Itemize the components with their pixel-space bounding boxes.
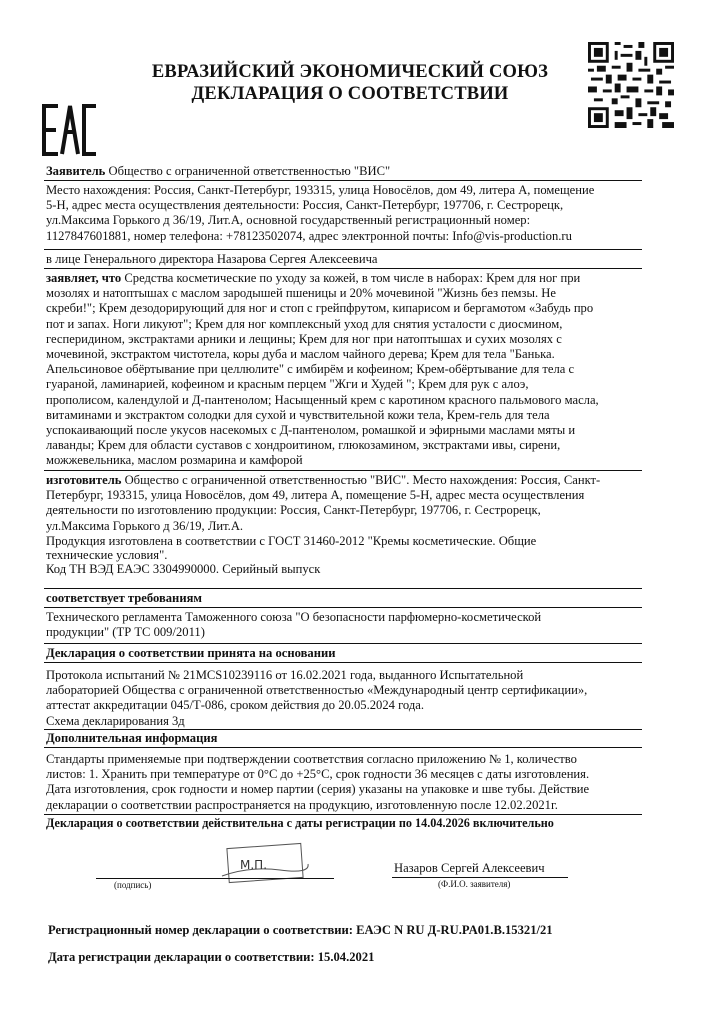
applicant-address [46, 183, 640, 244]
standard-text-line: технические условия". [46, 548, 168, 563]
divider [44, 268, 642, 269]
manufacturer-text-line: деятельности по изготовлению продукции: Россия, Санкт-Петербург, 197706, г. Сестрорецк, [46, 503, 541, 518]
applicant-address-line: Место нахождения: Россия, Санкт-Петербург, 193315, улица Новосёлов, дом 49, литера А, помещение [46, 183, 595, 197]
document-title-line1: ЕВРАЗИЙСКИЙ ЭКОНОМИЧЕСКИЙ СОЮЗ [151, 62, 549, 82]
declares-text-line: пот и запах. Ноги ликуют"; Крем для ног комплексный уход для снятия усталости с диосмином, [46, 316, 563, 331]
name-caption: (Ф.И.О. заявителя) [438, 879, 511, 889]
additional-info-line: Стандарты применяемые при подтверждении соответствия согласно приложению № 1, количество [46, 752, 577, 766]
declares-text-line: гуараной, ламинарией, кофеином и красным перцем "Жги и Худей "; Крем для рук с алоэ, [46, 377, 529, 392]
qr-code-icon [588, 42, 674, 128]
divider [44, 643, 642, 644]
applicant-address-line: 5-Н, адрес места осуществления деятельности: Россия, Санкт-Петербург, 197706, г. Сестрорецк, [46, 198, 564, 213]
applicant-row [46, 164, 640, 179]
standard-text-line: Продукция изготовлена в соответствии с ГОСТ 31460-2012 "Кремы косметические. Общие [46, 533, 537, 548]
declares-text-line: витаминами и экстрактом солодки для сухой и чувствительной кожи тела, Крем-гель для тела [46, 407, 550, 422]
manufacturer-text-line: Петербург, 193315, улица Новосёлов, дом 49, литера А, помещение 5-Н, адрес места осуществления [46, 488, 585, 503]
divider [44, 180, 642, 181]
applicant-address-line: 1127847601881, номер телефона: +78123502074, адрес электронной почты: Info@vis-production.ru [46, 228, 572, 243]
additional-info-line: листов: 1. Хранить при температуре от 0°С до +25°С, срок годности 36 месяцев с даты изготовления. [46, 767, 590, 782]
declares-label: заявляет, что [46, 271, 122, 285]
name-line [392, 877, 568, 878]
document-title-line2: ДЕКЛАРАЦИЯ О СООТВЕТСТВИИ [191, 84, 509, 104]
manufacturer-text-line: Общество с ограниченной ответственностью "ВИС". Место нахождения: Россия, Санкт- [121, 473, 601, 487]
requirements-text-line: продукции" (ТР ТС 009/2011) [46, 625, 205, 640]
applicant-label: Заявитель [46, 164, 106, 178]
signer-name: Назаров Сергей Алексеевич [394, 861, 545, 875]
declares-text-line: лаванды; Крем для области суставов с хондроитином, глюкозамином, экстрактами ивы, сирени, [46, 438, 561, 453]
divider [44, 814, 642, 815]
manufacturer-label: изготовитель [46, 473, 122, 487]
additional-info-text [46, 752, 640, 813]
declares-text-line: мочевиной, экстрактом чистотела, коры дуба и маслом чайного дерева; Крем для тела "Банька. [46, 347, 555, 362]
eac-logo-icon [38, 98, 102, 162]
declares-text-line: прополисом, календулой и Д-пантенолом; Насыщенный крем с каротином красного пальмового масла, [46, 392, 599, 407]
signature-caption: (подпись) [114, 880, 152, 890]
additional-info-line: Дата изготовления, срок годности и номер партии (серия) указаны на упаковке и шве тубы. Действие [46, 782, 590, 797]
declares-text-line: скреби!"; Крем дезодорирующий для ног и стоп с грейпфрутом, кипарисом и бергамотом «Забудь про [46, 301, 594, 316]
basis-label: Декларация о соответствии принята на основании [46, 646, 336, 660]
divider [44, 607, 642, 608]
signature-line [96, 878, 334, 879]
registration-number: Регистрационный номер декларации о соответствии: ЕАЭС N RU Д-RU.PA01.B.15321/21 [48, 923, 553, 937]
customs-code: Код ТН ВЭД ЕАЭС 3304990000. Серийный выпуск [46, 562, 321, 577]
registration-date: Дата регистрации декларации о соответствии: 15.04.2021 [48, 950, 375, 964]
declares-text-line: успокаивающий после укусов насекомых с Д-пантенолом, ромашкой и эфирными маслами мяты и [46, 423, 576, 438]
basis-text-line: аттестат аккредитации 045/Т-086, сроком действия до 20.05.2024 года. [46, 698, 425, 713]
manufacturer-block [46, 473, 640, 577]
requirements-text [46, 610, 640, 640]
declared-products [46, 271, 640, 469]
divider [44, 470, 642, 471]
applicant-director: в лице Генерального директора Назарова Сергея Алексеевича [46, 252, 378, 266]
validity-statement: Декларация о соответствии действительна с даты регистрации по 14.04.2026 включительно [46, 816, 554, 830]
declares-text-line: гесперидином, экстрактами арники и лещины; Крем для ног при натоптышах и сухих мозолях с [46, 331, 562, 346]
divider [44, 662, 642, 663]
applicant-name: Общество с ограниченной ответственностью "ВИС" [108, 164, 391, 178]
divider [44, 249, 642, 250]
additional-info-line: декларации о соответствии распространяется на продукцию, изготовленную после 12.02.2021г. [46, 797, 558, 812]
declaration-scheme: Схема декларирования 3д [46, 713, 185, 728]
divider [44, 729, 642, 730]
declares-text-line: Апельсиновое обёртывание при целлюлите" с имбирём и кофеином; Крем-обёртывание для тела с [46, 362, 575, 377]
divider [44, 588, 642, 589]
requirements-label: соответствует требованиям [46, 591, 202, 605]
applicant-address-line: ул.Максима Горького д 36/19, Лит.А, основной государственный регистрационный номер: [46, 213, 531, 228]
basis-text-line: лабораторией Общества с ограниченной ответственностью «Международный центр сертификации», [46, 683, 588, 698]
additional-info-label: Дополнительная информация [46, 731, 218, 745]
requirements-text-line: Технического регламента Таможенного союза "О безопасности парфюмерно-косметической [46, 610, 542, 624]
declares-text-line: Средства косметические по уходу за кожей, в том числе в наборах: Крем для ног при [121, 271, 581, 285]
basis-text [46, 668, 640, 729]
declares-text-line: можжевельника, маслом розмарина и камфорой [46, 453, 303, 468]
basis-text-line: Протокола испытаний № 21MCS10239116 от 16.02.2021 года, выданного Испытательной [46, 668, 524, 682]
divider [44, 747, 642, 748]
stamp-label: М.П. [240, 858, 268, 872]
manufacturer-text-line: ул.Максима Горького д 36/19, Лит.А. [46, 518, 244, 533]
declares-text-line: мозолях и натоптышах с маслом зародышей пшеницы и 20% мочевиной "Жизнь без пемзы. Не [46, 286, 556, 301]
